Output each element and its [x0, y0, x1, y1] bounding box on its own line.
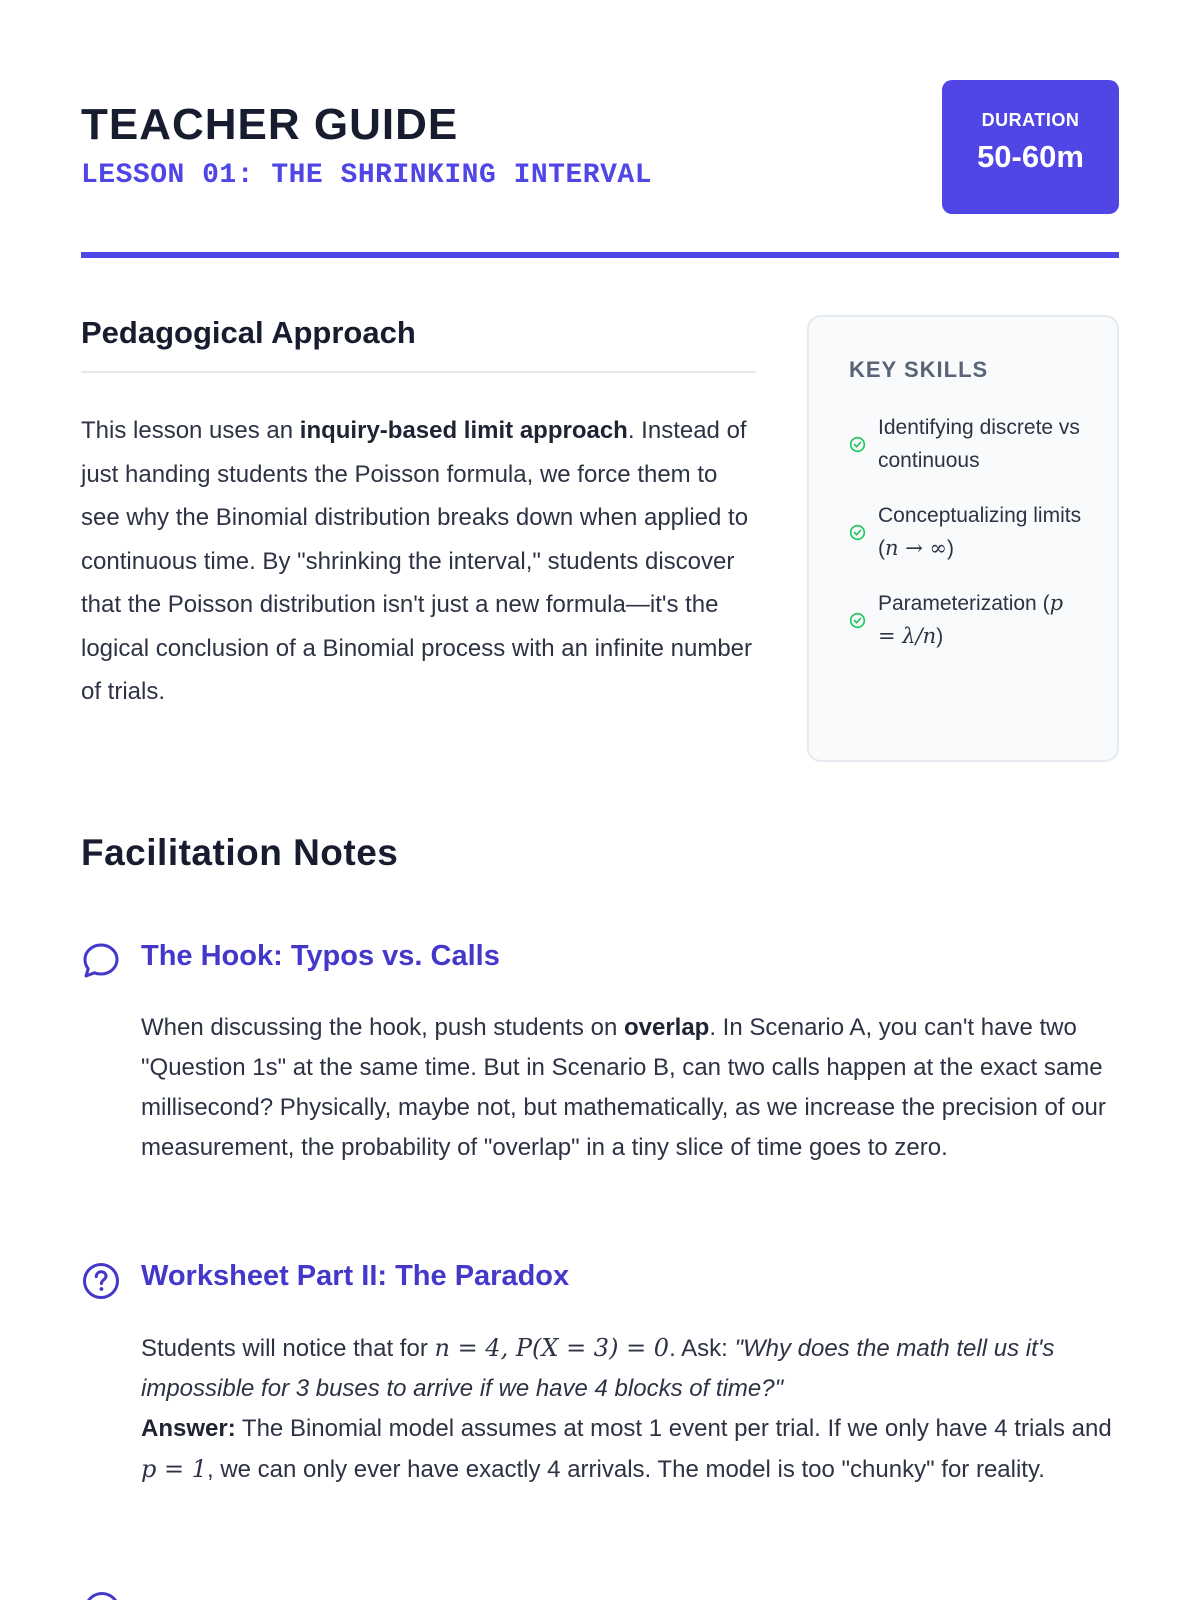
- note-emphasis: overlap: [623, 1014, 710, 1041]
- duration-value: 50-60m: [977, 139, 1084, 174]
- pedagogical-heading: Pedagogical Approach: [81, 315, 756, 373]
- note-body: [141, 1008, 1119, 1168]
- note-text: Students will notice that for: [141, 1335, 435, 1362]
- facilitation-note: [81, 1258, 1119, 1490]
- check-circle-icon: [849, 524, 866, 541]
- page-title: TEACHER GUIDE: [81, 100, 459, 149]
- pedagogical-text-start: This lesson uses an: [81, 417, 300, 444]
- next-note-icon: [82, 1590, 122, 1600]
- skill-label-tail: ): [946, 537, 954, 560]
- skill-item: [849, 411, 1087, 477]
- answer-math: p = 1: [141, 1455, 207, 1483]
- note-title: The Hook: Typos vs. Calls: [141, 940, 500, 972]
- question-circle-icon: [81, 1261, 121, 1301]
- note-text: . Ask:: [669, 1335, 735, 1362]
- facilitation-heading: Facilitation Notes: [81, 832, 399, 873]
- skill-item: [849, 587, 1087, 653]
- note-text: When discussing the hook, push students on: [141, 1014, 624, 1041]
- note-math: n = 4, P(X = 3) = 0: [434, 1334, 670, 1362]
- key-skills-card: [807, 315, 1119, 762]
- skill-label: Conceptualizing limits (: [878, 504, 1082, 560]
- check-circle-icon: [849, 612, 866, 629]
- pedagogical-paragraph: [81, 409, 756, 714]
- pedagogical-text-rest: . Instead of just handing students the Poisson formula, we force them to see why the Binomial distribution breaks down when applied to continuous time. By "shrinking the interval," students discover that the Poisson distribution isn't just a new formula—it's the logical conclusion of a Binomial process with an infinite number of trials.: [81, 417, 753, 705]
- facilitation-note: [81, 938, 1119, 1168]
- pedagogical-emphasis: inquiry-based limit approach: [299, 417, 628, 444]
- answer-text: , we can only ever have exactly 4 arrivals. The model is too "chunky" for reality.: [207, 1456, 1045, 1483]
- answer-label: Answer:: [141, 1415, 236, 1442]
- note-header: [81, 1258, 1119, 1302]
- skill-math: n → ∞: [885, 536, 947, 560]
- skill-label: Parameterization (: [878, 592, 1050, 615]
- skill-item: [849, 499, 1087, 565]
- pedagogical-approach-section: [81, 315, 756, 714]
- lesson-subtitle: LESSON 01: THE SHRINKING INTERVAL: [81, 160, 652, 191]
- note-title: Worksheet Part II: The Paradox: [141, 1260, 570, 1292]
- speech-bubble-icon: [81, 941, 121, 981]
- note-question: "Why does the math tell us it's impossible for 3 buses to arrive if we have 4 blocks of time?": [141, 1335, 1055, 1402]
- skill-label-tail: ): [936, 625, 944, 648]
- key-skills-heading: KEY SKILLS: [849, 357, 989, 382]
- duration-label: DURATION: [981, 110, 1080, 130]
- header: [81, 80, 1119, 258]
- skill-math: p = λ/n: [878, 591, 1064, 648]
- note-text: . In Scenario A, you can't have two "Question 1s" at the same time. But in Scenario B, can two calls happen at the exact same millisecond? Physically, maybe not, but mathematically, as we increase the precision of our measurement, the probability of "overlap" in a tiny slice of time goes to zero.: [141, 1014, 1106, 1161]
- header-divider: [81, 252, 1119, 258]
- note-header: [81, 938, 1119, 982]
- note-body: [141, 1328, 1119, 1490]
- skill-label: Identifying discrete vs continuous: [878, 416, 1080, 472]
- check-circle-icon: [849, 436, 866, 453]
- answer-text: The Binomial model assumes at most 1 event per trial. If we only have 4 trials and: [235, 1415, 1112, 1442]
- duration-badge: [942, 80, 1119, 214]
